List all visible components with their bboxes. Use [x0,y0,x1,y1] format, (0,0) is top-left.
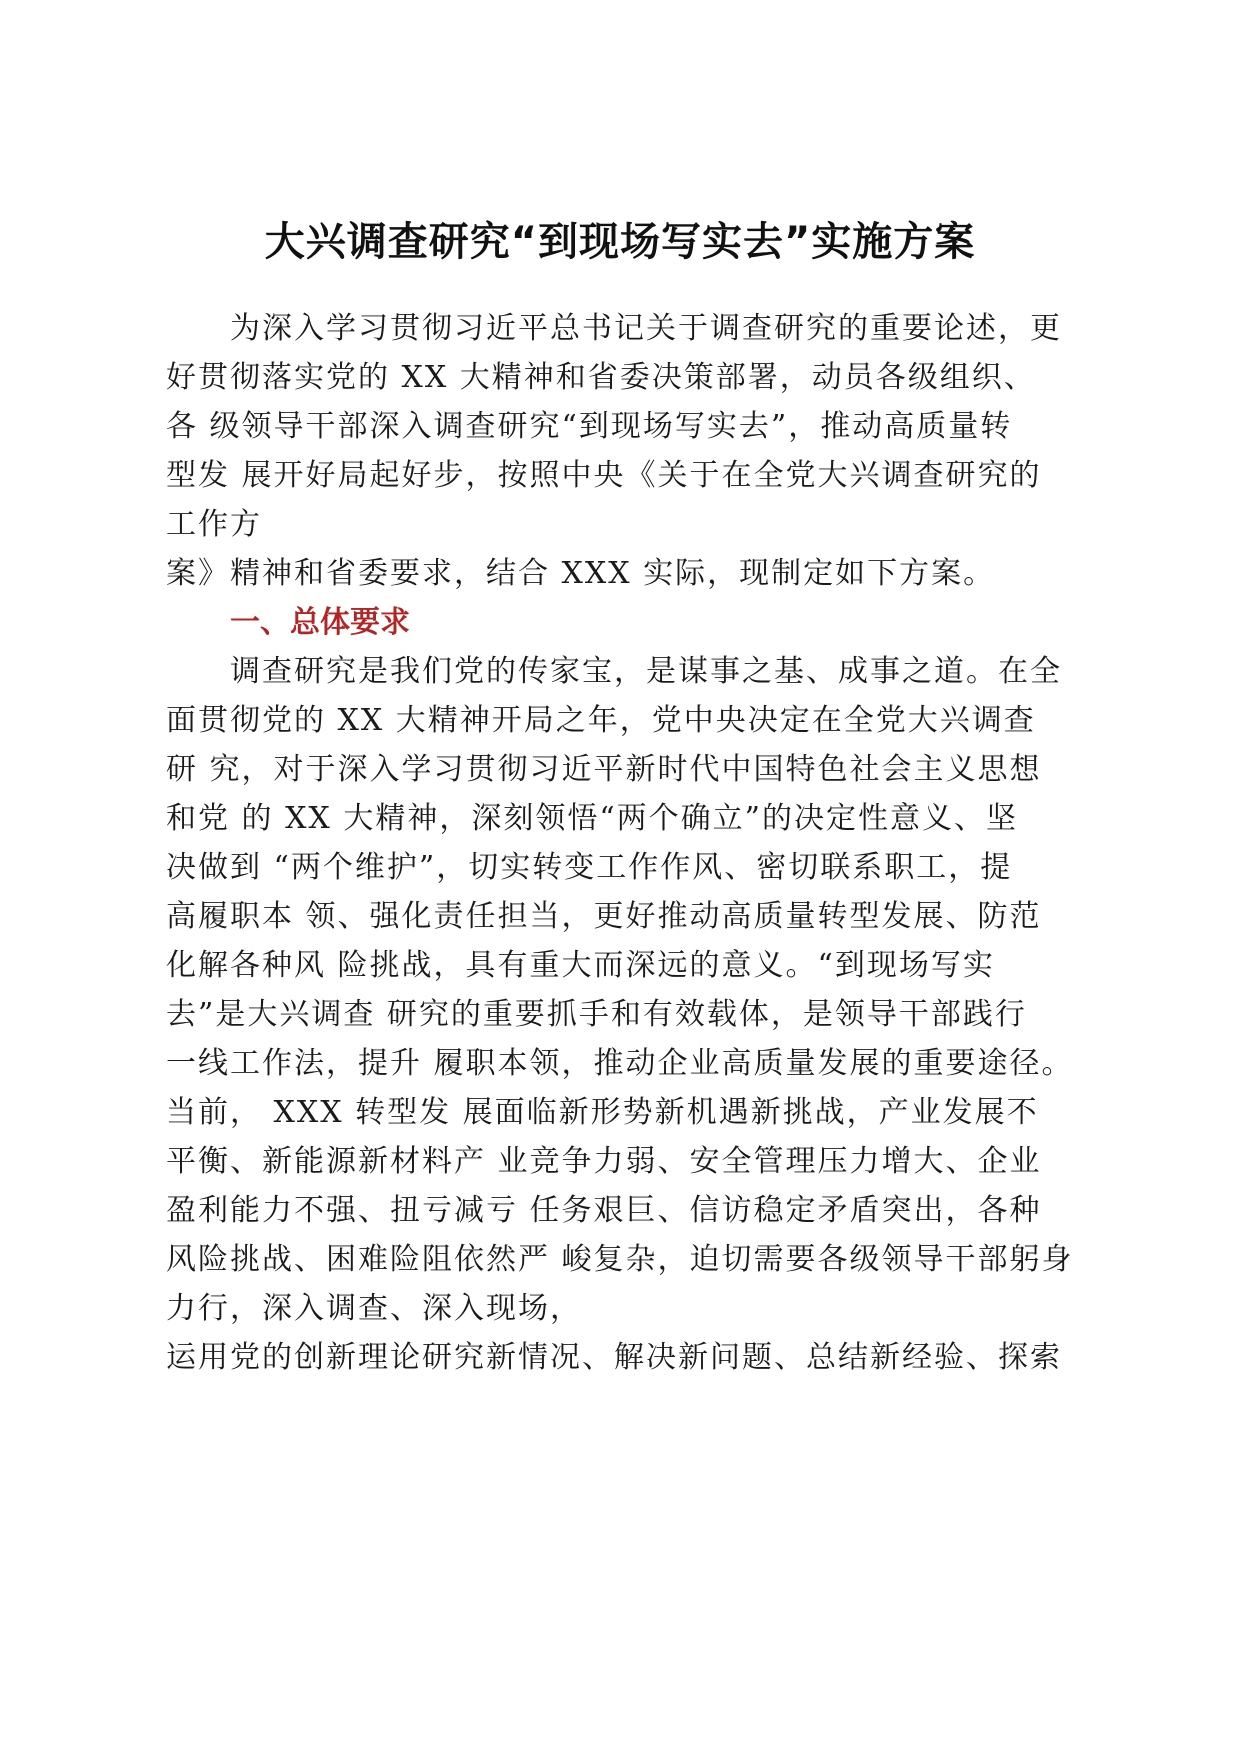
intro-line: 型发 展开好局起好步，按照中央《关于在全党大兴调查研究的 [166,458,1042,493]
body-line: 一线工作法，提升 履职本领，推动企业高质量发展的重要途径。 [166,1046,1074,1081]
intro-line: 好贯彻落实党的 XX 大精神和省委决策部署，动员各级组织、 [166,360,1036,395]
body-line: 力行，深入调查、深入现场， [166,1291,582,1326]
document-title: 大兴调查研究“到现场写实去”实施方案 [264,219,976,265]
body-line: 调查研究是我们党的传家宝，是谋事之基、成事之道。在全 [166,654,1062,689]
body-line: 高履职本 领、强化责任担当，更好推动高质量转型发展、防范 [166,899,1042,934]
body-line: 决做到 “两个维护”，切实转变工作作风、密切联系职工，提 [166,850,1013,885]
body-line: 去”是大兴调查 研究的重要抓手和有效载体，是领导干部践行 [166,997,1027,1032]
body-line: 研 究，对于深入学习贯彻习近平新时代中国特色社会主义思想 [166,752,1042,787]
body-line: 运用党的创新理论研究新情况、解决新问题、总结新经验、探索 [166,1340,1062,1375]
body-line: 盈利能力不强、扭亏减亏 任务艰巨、信访稳定矛盾突出，各种 [166,1193,1042,1228]
intro-line: 为深入学习贯彻习近平总书记关于调查研究的重要论述，更 [166,311,1062,346]
body-line: 和党 的 XX 大精神，深刻领悟“两个确立”的决定性意义、坚 [166,801,1018,836]
body-line: 平衡、新能源新材料产 业竞争力弱、安全管理压力增大、企业 [166,1144,1042,1179]
body-line: 化解各种风 险挑战，具有重大而深远的意义。“到现场写实 [166,948,995,983]
intro-line: 案》精神和省委要求，结合 XXX 实际，现制定如下方案。 [166,556,996,591]
body-line: 当前， XXX 转型发 展面临新形势新机遇新挑战，产业发展不 [166,1095,1039,1130]
intro-line: 工作方 [166,507,262,542]
body-line: 风险挑战、困难险阻依然严 峻复杂，迫切需要各级领导干部躬身 [166,1242,1074,1277]
intro-line: 各 级领导干部深入调查研究“到现场写实去”，推动高质量转 [166,409,1013,444]
body-line: 面贯彻党的 XX 大精神开局之年，党中央决定在全党大兴调查 [166,703,1036,738]
section-heading: 一、总体要求 [230,605,410,640]
